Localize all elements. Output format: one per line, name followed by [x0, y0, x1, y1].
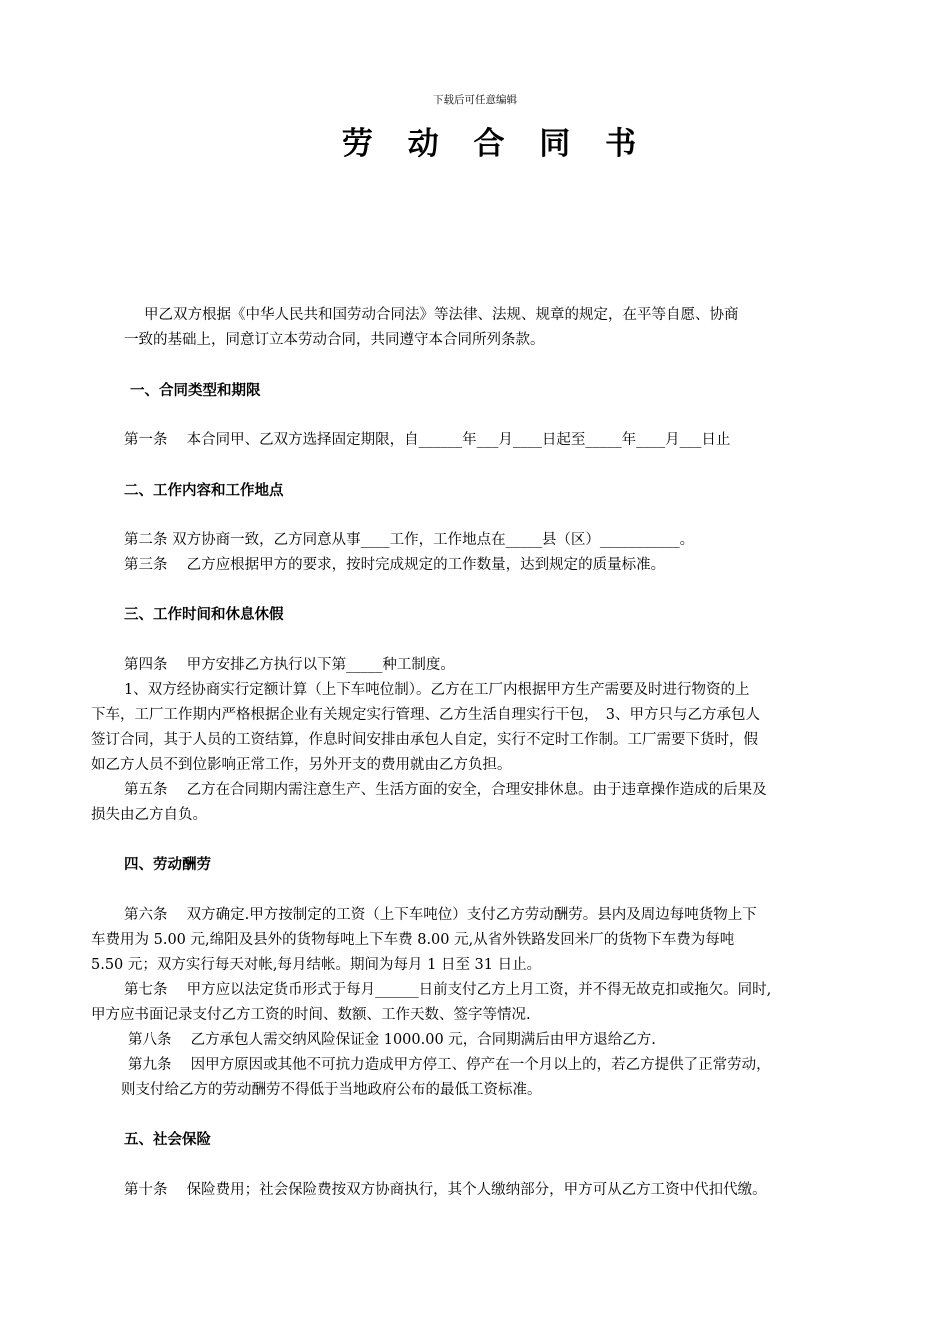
intro-line-2: 一致的基础上，同意订立本劳动合同，共同遵守本合同所列条款。: [124, 332, 545, 348]
article-5-line-1: 第五条 乙方在合同期内需注意生产、生活方面的安全，合理安排休息。由于违章操作造成的后果及: [124, 782, 767, 798]
section-heading-contract-type: 一、合同类型和期限: [130, 382, 261, 399]
article-2: 第二条 双方协商一致，乙方同意从事____工作，工作地点在_____县（区）___________。: [124, 532, 695, 548]
header-note: 下载后可任意编辑: [433, 94, 517, 106]
section-heading-work-time: 三、工作时间和休息休假: [124, 606, 284, 623]
article-5-line-2: 损失由乙方自负。: [91, 807, 207, 823]
article-1: 第一条 本合同甲、乙双方选择固定期限，自______年___月____日起至_____年____月___日止: [124, 432, 731, 448]
article-7-line-2: 甲方应书面记录支付乙方工资的时间、数额、工作天数、签字等情况.: [91, 1007, 531, 1023]
article-8: 第八条 乙方承包人需交纳风险保证金 1000.00 元，合同期满后由甲方退给乙方.: [128, 1032, 656, 1048]
document-title: 劳 动 合 同 书: [341, 126, 649, 162]
article-3: 第三条 乙方应根据甲方的要求，按时完成规定的工作数量，达到规定的质量标准。: [124, 557, 666, 573]
article-6-line-1: 第六条 双方确定.甲方按制定的工资（上下车吨位）支付乙方劳动酬劳。县内及周边每吨货物上下: [124, 907, 757, 923]
article-7-line-1: 第七条 甲方应以法定货币形式于每月______日前支付乙方上月工资，并不得无故克扣或拖欠。同时,: [124, 982, 772, 998]
article-10: 第十条 保险费用；社会保险费按双方协商执行，其个人缴纳部分，甲方可从乙方工资中代扣代缴。: [124, 1182, 767, 1198]
article-4-clause-line-2: 下车，工厂工作期内严格根据企业有关规定实行管理、乙方生活自理实行干包， 3、甲方只与乙方承包人: [91, 707, 760, 723]
article-4-clause-line-3: 签订合同，其于人员的工资结算，作息时间安排由承包人自定，实行不定时工作制。工厂需要下货时，假: [91, 732, 758, 748]
intro-line-1: 甲乙双方根据《中华人民共和国劳动合同法》等法律、法规、规章的规定，在平等自愿、协商: [144, 307, 739, 323]
article-4: 第四条 甲方安排乙方执行以下第_____种工制度。: [124, 657, 455, 673]
article-6-line-2: 车费用为 5.00 元,绵阳及县外的货物每吨上下车费 8.00 元,从省外铁路发回米厂的货物下车费为每吨: [91, 932, 735, 948]
article-9-line-2: 则支付给乙方的劳动酬劳不得低于当地政府公布的最低工资标准。: [121, 1082, 542, 1098]
article-4-clause-line-1: 1、双方经协商实行定额计算（上下车吨位制）。乙方在工厂内根据甲方生产需要及时进行物资的上: [124, 682, 750, 698]
section-heading-work-content: 二、工作内容和工作地点: [124, 482, 284, 499]
article-9-line-1: 第九条 因甲方原因或其他不可抗力造成甲方停工、停产在一个月以上的，若乙方提供了正常劳动，: [128, 1057, 771, 1073]
section-heading-remuneration: 四、劳动酬劳: [124, 856, 211, 873]
article-4-clause-line-4: 如乙方人员不到位影响正常工作，另外开支的费用就由乙方负担。: [91, 757, 512, 773]
article-6-line-3: 5.50 元；双方实行每天对帐,每月结帐。期间为每月 1 日至 31 日止。: [91, 957, 542, 973]
section-heading-social-insurance: 五、社会保险: [124, 1131, 211, 1148]
